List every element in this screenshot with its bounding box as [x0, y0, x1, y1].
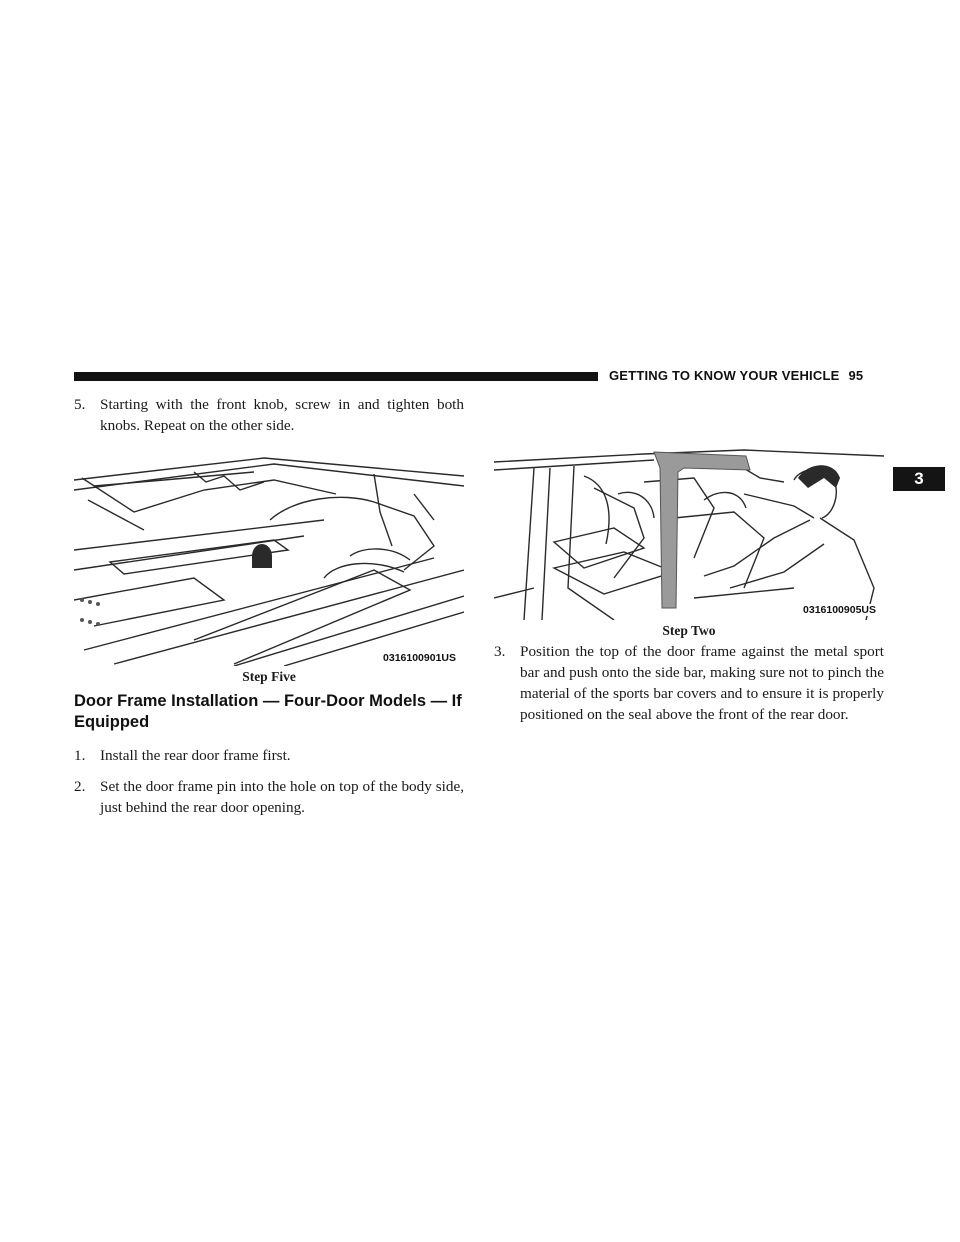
figure-step-five — [74, 450, 464, 666]
step-number: 3. — [494, 643, 506, 660]
step-number: 1. — [74, 747, 86, 764]
section-heading: Door Frame Installation — Four-Door Models — If Equipped — [74, 692, 462, 731]
door-frame-illustration — [494, 448, 884, 620]
figure-code: 0316100905US — [803, 604, 876, 616]
step-3 — [494, 641, 884, 725]
figure-caption: Step Two — [662, 623, 716, 638]
running-header — [609, 368, 863, 383]
header-bar — [74, 372, 598, 381]
step-2 — [74, 776, 464, 818]
section-title: GETTING TO KNOW YOUR VEHICLE — [609, 368, 840, 383]
right-column — [494, 448, 884, 725]
step-number: 2. — [74, 778, 86, 795]
step-text: Set the door frame pin into the hole on top of the body side, just behind the rear door opening. — [100, 778, 464, 816]
step-number: 5. — [74, 396, 86, 413]
page-number: 95 — [848, 368, 864, 383]
step-1 — [74, 745, 464, 766]
figure-code: 0316100901US — [383, 652, 456, 664]
step-text: Position the top of the door frame against the metal sport bar and push onto the side bar, making sure not to pinch the material of the sports bar covers and to ensure it is properly positioned on the seal above the front of the rear door. — [520, 643, 884, 723]
knob-illustration — [74, 450, 464, 666]
step-text: Starting with the front knob, screw in and tighten both knobs. Repeat on the other side. — [100, 396, 464, 434]
step-text: Install the rear door frame first. — [100, 747, 291, 764]
figure-step-two — [494, 448, 884, 620]
chapter-tab: 3 — [893, 467, 945, 491]
step-5 — [74, 394, 464, 436]
figure-caption: Step Five — [242, 669, 296, 684]
left-column — [74, 394, 464, 818]
